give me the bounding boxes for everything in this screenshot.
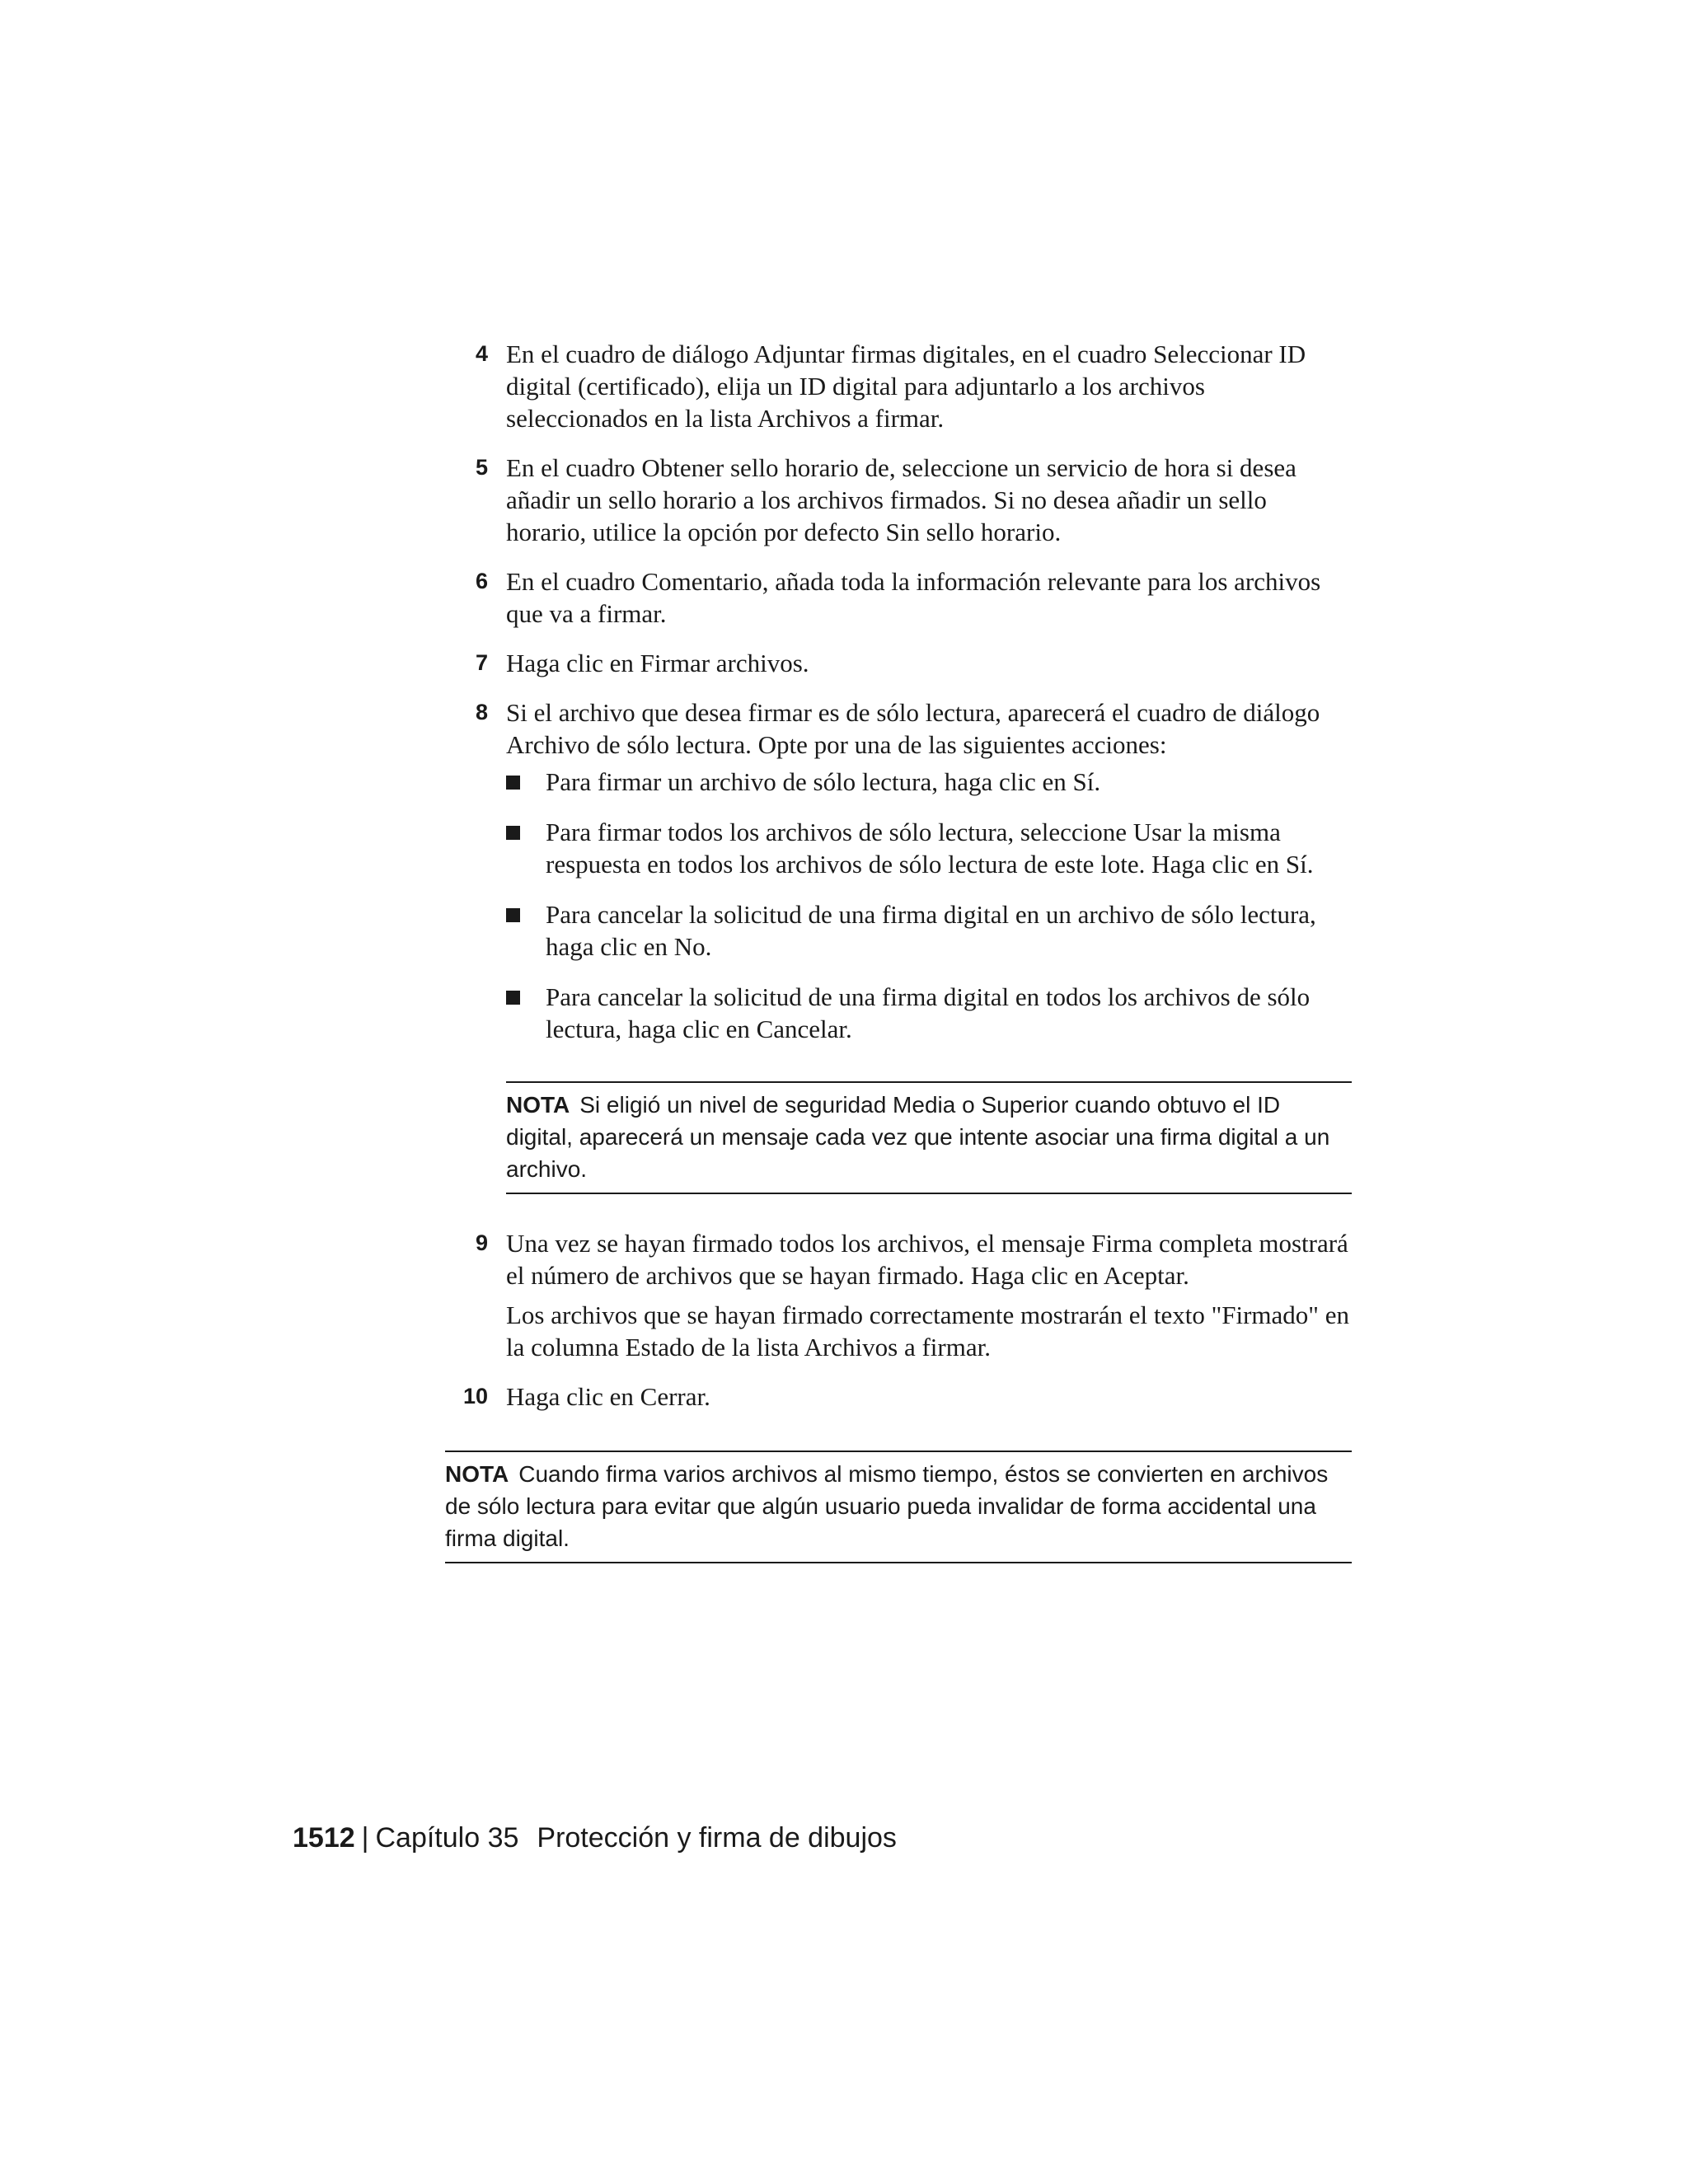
step-8: [445, 696, 1352, 1045]
step-9: [445, 1227, 1352, 1363]
note-label: NOTA: [506, 1092, 570, 1118]
step-text: En el cuadro de diálogo Adjuntar firmas digitales, en el cuadro Seleccionar ID digital (certificado), elija un ID digital para adjuntarlo a los archivos seleccionados en la lista Archivos a firmar.: [506, 340, 1306, 433]
step-number: 5: [475, 455, 488, 480]
note-box: [445, 1451, 1352, 1563]
step-6: [445, 565, 1352, 630]
step-text: En el cuadro Comentario, añada toda la información relevante para los archivos que va a firmar.: [506, 567, 1321, 628]
step-5: [445, 452, 1352, 548]
square-bullet-icon: [506, 826, 520, 840]
note-text: Cuando firma varios archivos al mismo tiempo, éstos se convierten en archivos de sólo lectura para evitar que algún usuario pueda invalidar de forma accidental una firma digital.: [445, 1461, 1329, 1551]
step-text: Haga clic en Cerrar.: [506, 1382, 710, 1411]
step-number: 6: [475, 569, 488, 593]
list-item-text: Para cancelar la solicitud de una firma digital en todos los archivos de sólo lectura, haga clic en Cancelar.: [546, 982, 1311, 1043]
square-bullet-icon: [506, 991, 520, 1005]
list-item: [506, 898, 1352, 963]
note-text: Si eligió un nivel de seguridad Media o Superior cuando obtuvo el ID digital, aparecerá un mensaje cada vez que intente asociar una firma digital a un archivo.: [506, 1092, 1330, 1182]
footer-separator: |: [361, 1822, 369, 1854]
page-number: 1512: [293, 1822, 355, 1854]
list-item: [506, 981, 1352, 1045]
step-number: 7: [475, 650, 488, 675]
chapter-title: Protección y firma de dibujos: [537, 1822, 897, 1854]
options-list: [506, 766, 1352, 1045]
step-number: 10: [462, 1384, 488, 1408]
list-item: [506, 816, 1352, 880]
list-item-text: Para firmar un archivo de sólo lectura, haga clic en Sí.: [546, 767, 1101, 796]
step-number: 4: [475, 341, 488, 366]
steps-list: [445, 338, 1352, 1563]
step-number: 8: [475, 700, 488, 724]
step-number: 9: [475, 1230, 488, 1255]
chapter-label: Capítulo 35: [375, 1822, 519, 1854]
list-item: [506, 766, 1352, 798]
step-text: Haga clic en Firmar archivos.: [506, 649, 809, 677]
list-item-text: Para firmar todos los archivos de sólo lectura, seleccione Usar la misma respuesta en todos los archivos de sólo lectura de este lote. Haga clic en Sí.: [546, 818, 1314, 879]
step-text: En el cuadro Obtener sello horario de, seleccione un servicio de hora si desea añadir un sello horario a los archivos firmados. Si no desea añadir un sello horario, utilice la opción por defecto Sin sello horario.: [506, 453, 1296, 546]
step-4: [445, 338, 1352, 434]
page-footer: [293, 1820, 897, 1856]
step-result-text: Los archivos que se hayan firmado correctamente mostrarán el texto "Firmado" en la columna Estado de la lista Archivos a firmar.: [506, 1301, 1349, 1361]
step-text: Si el archivo que desea firmar es de sólo lectura, aparecerá el cuadro de diálogo Archivo de sólo lectura. Opte por una de las siguientes acciones:: [506, 698, 1320, 759]
square-bullet-icon: [506, 776, 520, 790]
step-10: [445, 1380, 1352, 1413]
step-7: [445, 647, 1352, 679]
step-text: Una vez se hayan firmado todos los archivos, el mensaje Firma completa mostrará el número de archivos que se hayan firmado. Haga clic en Aceptar.: [506, 1229, 1348, 1290]
note-box: [506, 1081, 1352, 1194]
square-bullet-icon: [506, 908, 520, 922]
list-item-text: Para cancelar la solicitud de una firma digital en un archivo de sólo lectura, haga clic en No.: [546, 900, 1316, 961]
note-label: NOTA: [445, 1461, 509, 1487]
